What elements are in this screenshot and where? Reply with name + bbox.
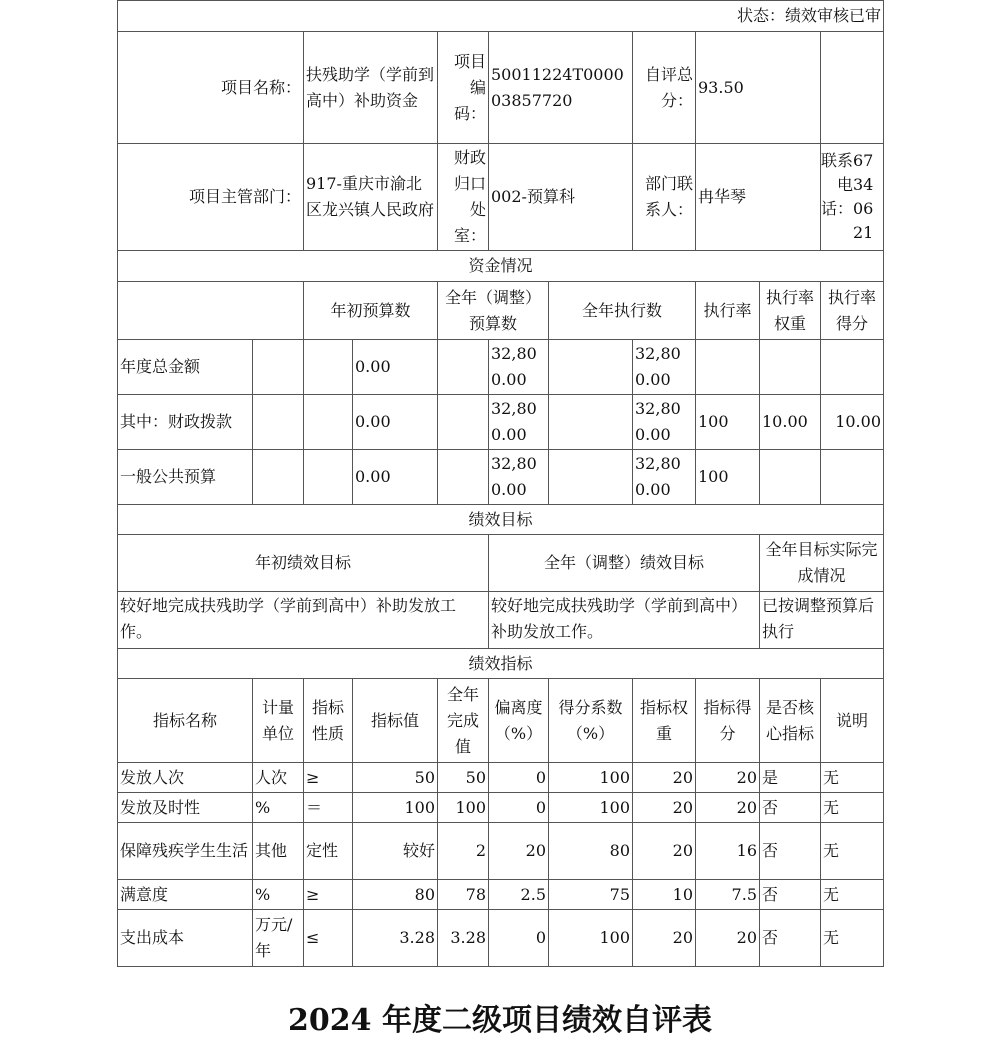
self-score-value: 93.50 xyxy=(696,32,821,144)
indicator-weight: 20 xyxy=(633,823,696,880)
indicator-note: 无 xyxy=(821,910,884,967)
indicator-unit: % xyxy=(253,880,304,910)
funds-row-name: 一般公共预算 xyxy=(118,450,253,505)
indicator-score: 16 xyxy=(696,823,760,880)
indicator-name: 发放人次 xyxy=(118,763,253,793)
indicator-header: 指标权重 xyxy=(633,679,696,763)
indicator-done: 50 xyxy=(438,763,489,793)
indicator-done: 78 xyxy=(438,880,489,910)
funds-weight: 10.00 xyxy=(760,395,821,450)
office-label: 财政归口处室： xyxy=(438,144,489,251)
goals-initial: 较好地完成扶残助学（学前到高中）补助发放工作。 xyxy=(118,592,489,649)
funds-adjusted: 32,800.00 xyxy=(489,450,549,505)
empty-cell xyxy=(253,340,304,395)
funds-row-name: 年度总金额 xyxy=(118,340,253,395)
indicator-nature: 定性 xyxy=(304,823,353,880)
funds-weight xyxy=(760,340,821,395)
indicator-note: 无 xyxy=(821,880,884,910)
phone-value: 67340621 xyxy=(853,151,874,242)
indicator-target: 80 xyxy=(353,880,438,910)
indicator-score: 20 xyxy=(696,910,760,967)
indicator-header: 指标名称 xyxy=(118,679,253,763)
funds-weight xyxy=(760,450,821,505)
indicator-score: 7.5 xyxy=(696,880,760,910)
funds-section-title: 资金情况 xyxy=(118,251,884,282)
goals-header-initial: 年初绩效目标 xyxy=(118,535,489,592)
funds-executed: 32,800.00 xyxy=(633,395,696,450)
table-row xyxy=(118,450,884,505)
indicator-nature: ≤ xyxy=(304,910,353,967)
funds-adjusted: 32,800.00 xyxy=(489,340,549,395)
funds-header: 执行率 xyxy=(696,282,760,340)
dept-label: 项目主管部门： xyxy=(118,144,304,251)
funds-initial: 0.00 xyxy=(353,395,438,450)
indicator-deviation: 2.5 xyxy=(489,880,549,910)
empty-cell xyxy=(253,395,304,450)
office-value: 002-预算科 xyxy=(489,144,633,251)
indicator-header: 指标性质 xyxy=(304,679,353,763)
table-row xyxy=(118,880,884,910)
funds-adjusted: 32,800.00 xyxy=(489,395,549,450)
indicator-core: 否 xyxy=(760,823,821,880)
indicator-deviation: 0 xyxy=(489,763,549,793)
empty-cell xyxy=(549,450,633,505)
indicator-deviation: 0 xyxy=(489,793,549,823)
indicators-section-title: 绩效指标 xyxy=(118,649,884,679)
indicator-score: 20 xyxy=(696,793,760,823)
indicator-done: 3.28 xyxy=(438,910,489,967)
goals-header-actual: 全年目标实际完成情况 xyxy=(760,535,884,592)
indicator-target: 较好 xyxy=(353,823,438,880)
indicator-core: 否 xyxy=(760,910,821,967)
empty-cell xyxy=(253,450,304,505)
self-score-label: 自评总分： xyxy=(633,32,696,144)
indicator-coefficient: 100 xyxy=(549,793,633,823)
indicator-coefficient: 75 xyxy=(549,880,633,910)
funds-initial: 0.00 xyxy=(353,450,438,505)
funds-header: 年初预算数 xyxy=(304,282,438,340)
indicator-nature: ≥ xyxy=(304,763,353,793)
indicator-target: 100 xyxy=(353,793,438,823)
indicator-unit: 人次 xyxy=(253,763,304,793)
indicator-header: 全年完成值 xyxy=(438,679,489,763)
table-row xyxy=(118,793,884,823)
indicator-weight: 10 xyxy=(633,880,696,910)
indicator-coefficient: 100 xyxy=(549,763,633,793)
project-name-label: 项目名称： xyxy=(118,32,304,144)
table-row xyxy=(118,340,884,395)
dept-value: 917-重庆市渝北区龙兴镇人民政府 xyxy=(304,144,438,251)
phone-cell xyxy=(821,144,884,251)
project-code-label: 项目编码： xyxy=(438,32,489,144)
indicator-target: 50 xyxy=(353,763,438,793)
goals-actual: 已按调整预算后执行 xyxy=(760,592,884,649)
indicator-done: 100 xyxy=(438,793,489,823)
indicator-header: 指标得分 xyxy=(696,679,760,763)
table-row xyxy=(118,823,884,880)
funds-rate: 100 xyxy=(696,395,760,450)
project-name-value: 扶残助学（学前到高中）补助资金 xyxy=(304,32,438,144)
empty-cell xyxy=(304,340,353,395)
performance-table xyxy=(117,0,884,967)
page-title: 2024 年度二级项目绩效自评表 xyxy=(288,1003,712,1038)
goals-header-adjusted: 全年（调整）绩效目标 xyxy=(489,535,760,592)
indicator-score: 20 xyxy=(696,763,760,793)
empty-cell xyxy=(821,32,884,144)
funds-executed: 32,800.00 xyxy=(633,450,696,505)
indicator-name: 支出成本 xyxy=(118,910,253,967)
indicator-note: 无 xyxy=(821,793,884,823)
indicator-name: 发放及时性 xyxy=(118,793,253,823)
funds-header: 全年执行数 xyxy=(549,282,696,340)
empty-cell xyxy=(549,395,633,450)
indicator-coefficient: 100 xyxy=(549,910,633,967)
indicator-unit: % xyxy=(253,793,304,823)
indicator-header: 指标值 xyxy=(353,679,438,763)
goals-section-title: 绩效目标 xyxy=(118,505,884,535)
empty-cell xyxy=(304,450,353,505)
table-row xyxy=(118,395,884,450)
funds-rate xyxy=(696,340,760,395)
indicator-nature: ＝ xyxy=(304,793,353,823)
indicator-core: 否 xyxy=(760,880,821,910)
funds-executed: 32,800.00 xyxy=(633,340,696,395)
indicator-unit: 万元/年 xyxy=(253,910,304,967)
empty-cell xyxy=(438,395,489,450)
indicator-name: 保障残疾学生生活 xyxy=(118,823,253,880)
indicator-weight: 20 xyxy=(633,763,696,793)
indicator-deviation: 0 xyxy=(489,910,549,967)
empty-cell xyxy=(438,450,489,505)
indicator-note: 无 xyxy=(821,823,884,880)
indicator-deviation: 20 xyxy=(489,823,549,880)
indicator-coefficient: 80 xyxy=(549,823,633,880)
funds-score: 10.00 xyxy=(821,395,884,450)
indicator-nature: ≥ xyxy=(304,880,353,910)
contact-value: 冉华琴 xyxy=(696,144,821,251)
indicator-target: 3.28 xyxy=(353,910,438,967)
funds-header: 全年（调整）预算数 xyxy=(438,282,549,340)
empty-cell xyxy=(118,282,304,340)
indicator-weight: 20 xyxy=(633,793,696,823)
funds-header: 执行率得分 xyxy=(821,282,884,340)
funds-score xyxy=(821,450,884,505)
indicator-core: 是 xyxy=(760,763,821,793)
funds-header: 执行率权重 xyxy=(760,282,821,340)
indicator-name: 满意度 xyxy=(118,880,253,910)
indicator-weight: 20 xyxy=(633,910,696,967)
status-text: 状态：绩效审核已审 xyxy=(118,1,884,32)
empty-cell xyxy=(549,340,633,395)
indicator-header: 计量单位 xyxy=(253,679,304,763)
contact-label: 部门联系人： xyxy=(633,144,696,251)
phone-label: 联系电话： xyxy=(821,151,854,218)
funds-initial: 0.00 xyxy=(353,340,438,395)
indicator-core: 否 xyxy=(760,793,821,823)
project-code-value: 50011224T000003857720 xyxy=(489,32,633,144)
indicator-note: 无 xyxy=(821,763,884,793)
table-row xyxy=(118,910,884,967)
funds-rate: 100 xyxy=(696,450,760,505)
indicator-done: 2 xyxy=(438,823,489,880)
table-row xyxy=(118,763,884,793)
goals-adjusted: 较好地完成扶残助学（学前到高中）补助发放工作。 xyxy=(489,592,760,649)
indicator-header: 得分系数（%） xyxy=(549,679,633,763)
empty-cell xyxy=(438,340,489,395)
funds-row-name: 其中：财政拨款 xyxy=(118,395,253,450)
indicator-header: 偏离度（%） xyxy=(489,679,549,763)
indicator-header: 说明 xyxy=(821,679,884,763)
empty-cell xyxy=(304,395,353,450)
indicator-header: 是否核心指标 xyxy=(760,679,821,763)
funds-score xyxy=(821,340,884,395)
indicator-unit: 其他 xyxy=(253,823,304,880)
